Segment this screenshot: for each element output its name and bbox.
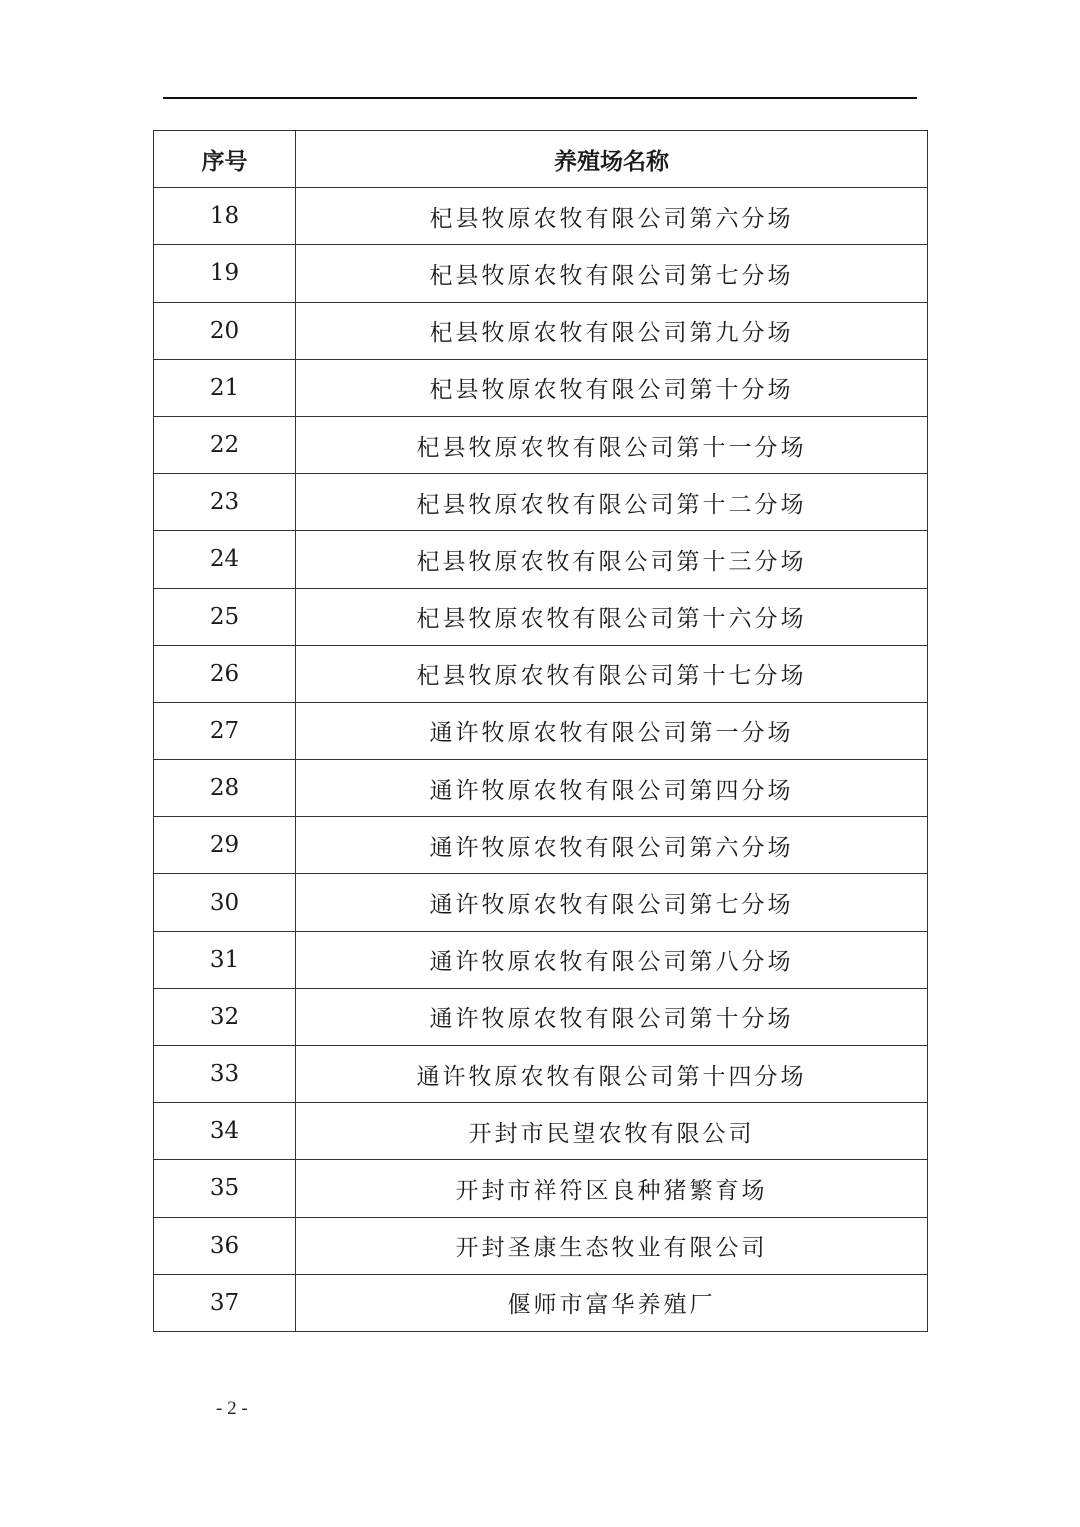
table-row [154,988,928,1045]
table-row [154,245,928,302]
table-row [154,188,928,245]
row-index: 19 [154,245,296,302]
page-number: - 2 - [216,1398,248,1419]
row-farm-name [296,531,928,588]
table-row [154,760,928,817]
row-farm-name [296,1046,928,1103]
row-farm-name [296,302,928,359]
row-farm-name [296,474,928,531]
row-farm-name [296,1103,928,1160]
row-index: 27 [154,702,296,759]
row-index: 33 [154,1046,296,1103]
table-row [154,359,928,416]
farm-name-text: 通许牧原农牧有限公司第一分场 [429,720,794,747]
row-index: 24 [154,531,296,588]
farm-table [153,130,928,1332]
row-farm-name [296,1217,928,1274]
table-row [154,1046,928,1103]
table-row [154,1160,928,1217]
row-farm-name [296,245,928,302]
farm-name-text: 通许牧原农牧有限公司第六分场 [429,834,794,861]
farm-name-text: 杞县牧原农牧有限公司第十二分场 [416,491,807,518]
header-farm-name: 养殖场名称 [296,131,928,188]
row-index: 36 [154,1217,296,1274]
table-row [154,702,928,759]
row-index: 23 [154,474,296,531]
farm-name-text: 开封市民望农牧有限公司 [468,1120,755,1147]
farm-name-text: 开封市祥符区良种猪繁育场 [455,1177,768,1204]
row-index: 21 [154,359,296,416]
table-row [154,1103,928,1160]
header-rule [163,97,917,99]
row-index: 22 [154,416,296,473]
farm-name-text: 杞县牧原农牧有限公司第六分场 [429,205,794,232]
table-row [154,416,928,473]
table-row [154,302,928,359]
row-farm-name [296,702,928,759]
farm-name-text: 杞县牧原农牧有限公司第十分场 [429,377,794,404]
table-row [154,874,928,931]
row-farm-name [296,931,928,988]
row-index: 35 [154,1160,296,1217]
row-farm-name [296,645,928,702]
row-farm-name [296,588,928,645]
farm-name-text: 杞县牧原农牧有限公司第十一分场 [416,434,807,461]
row-farm-name [296,760,928,817]
farm-name-text: 通许牧原农牧有限公司第七分场 [429,892,794,919]
row-farm-name [296,988,928,1045]
row-index: 26 [154,645,296,702]
row-index: 29 [154,817,296,874]
farm-name-text: 杞县牧原农牧有限公司第十七分场 [416,663,807,690]
table-row [154,1274,928,1331]
farm-name-text: 开封圣康生态牧业有限公司 [455,1235,768,1262]
table-row [154,588,928,645]
row-index: 28 [154,760,296,817]
table-row [154,817,928,874]
row-index: 25 [154,588,296,645]
table-body [154,188,928,1332]
row-index: 31 [154,931,296,988]
farm-name-text: 偃师市富华养殖厂 [507,1292,716,1319]
table-row [154,931,928,988]
table-row [154,474,928,531]
farm-name-text: 杞县牧原农牧有限公司第九分场 [429,320,794,347]
farm-name-text: 通许牧原农牧有限公司第十四分场 [416,1063,807,1090]
row-farm-name [296,188,928,245]
row-farm-name [296,1160,928,1217]
farm-name-text: 通许牧原农牧有限公司第四分场 [429,777,794,804]
farm-name-text: 通许牧原农牧有限公司第八分场 [429,949,794,976]
table-row [154,531,928,588]
header-index: 序号 [154,131,296,188]
row-farm-name [296,874,928,931]
farm-name-text: 杞县牧原农牧有限公司第七分场 [429,262,794,289]
table-row [154,1217,928,1274]
table-row [154,645,928,702]
row-index: 37 [154,1274,296,1331]
row-farm-name [296,817,928,874]
row-index: 34 [154,1103,296,1160]
row-farm-name [296,359,928,416]
farm-name-text: 杞县牧原农牧有限公司第十六分场 [416,606,807,633]
row-index: 30 [154,874,296,931]
table-header-row [154,131,928,188]
row-farm-name [296,416,928,473]
row-index: 20 [154,302,296,359]
farm-name-text: 通许牧原农牧有限公司第十分场 [429,1006,794,1033]
row-index: 32 [154,988,296,1045]
row-index: 18 [154,188,296,245]
farm-name-text: 杞县牧原农牧有限公司第十三分场 [416,548,807,575]
row-farm-name [296,1274,928,1331]
